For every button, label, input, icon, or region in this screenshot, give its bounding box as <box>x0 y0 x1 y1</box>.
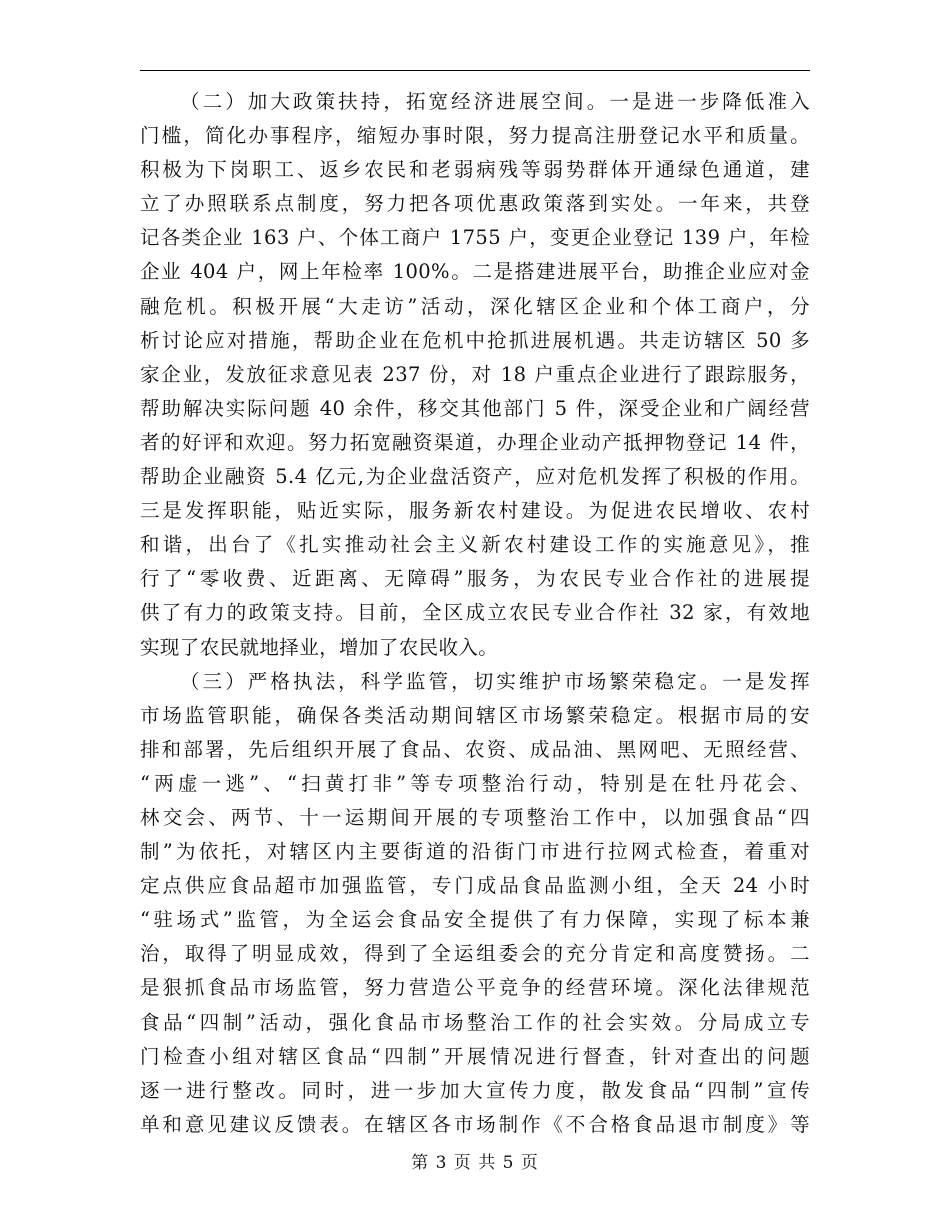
text-line: 家企业，发放征求意见表 237 份，对 18 户重点企业进行了跟踪服务， <box>140 362 810 386</box>
text-line: 定点供应食品超市加强监管，专门成品食品监测小组，全天 24 小时 <box>140 874 810 898</box>
text-line: 帮助解决实际问题 40 余件，移交其他部门 5 件，深受企业和广阔经营 <box>140 396 810 420</box>
text-line: 治，取得了明显成效，得到了全运组委会的充分肯定和高度赞扬。二 <box>140 942 810 966</box>
text-line: 记各类企业 163 户、个体工商户 1755 户，变更企业登记 139 户，年检 <box>140 226 810 250</box>
text-line: 单和意见建议反馈表。在辖区各市场制作《不合格食品退市制度》等 <box>140 1112 810 1136</box>
text-line: 和谐，出台了《扎实推动社会主义新农村建设工作的实施意见》，推 <box>140 533 810 557</box>
text-line: “驻场式”监管，为全运会食品安全提供了有力保障，实现了标本兼 <box>140 908 810 932</box>
text-line: 企业 404 户，网上年检率 100%。二是搭建进展平台，助推企业应对金 <box>140 260 810 284</box>
text-line: 制”为依托，对辖区内主要街道的沿街门市进行拉网式检查，着重对 <box>140 840 810 864</box>
text-line: 行了“零收费、近距离、无障碍”服务，为农民专业合作社的进展提 <box>140 567 810 591</box>
text-line: 市场监管职能，确保各类活动期间辖区市场繁荣稳定。根据市局的安 <box>140 703 810 727</box>
text-line: （二）加大政策扶持，拓宽经济进展空间。一是进一步降低准入 <box>180 90 810 113</box>
text-line: 融危机。积极开展“大走访”活动，深化辖区企业和个体工商户，分 <box>140 294 810 318</box>
paragraph <box>140 665 810 1142</box>
page-footer: 第 3 页 共 5 页 <box>411 1153 539 1173</box>
text-line: 是狠抓食品市场监管，努力营造公平竞争的经营环境。深化法律规范 <box>140 976 810 1000</box>
paragraph <box>140 85 810 665</box>
text-line: 林交会、两节、十一运期间开展的专项整治工作中，以加强食品“四 <box>140 805 810 829</box>
text-line: 门槛，简化办事程序，缩短办事时限，努力提高注册登记水平和质量。 <box>140 124 810 148</box>
text-line: 实现了农民就地择业，增加了农民收入。 <box>140 635 499 659</box>
text-line: 者的好评和欢迎。努力拓宽融资渠道，办理企业动产抵押物登记 14 件， <box>140 430 810 454</box>
text-line: 门检查小组对辖区食品“四制”开展情况进行督查，针对查出的问题 <box>140 1044 810 1068</box>
document-body <box>140 85 810 1142</box>
text-line: 逐一进行整改。同时，进一步加大宣传力度，散发食品“四制”宣传 <box>140 1078 810 1102</box>
text-line: 积极为下岗职工、返乡农民和老弱病残等弱势群体开通绿色通道，建 <box>140 158 810 182</box>
text-line: 供了有力的政策支持。目前，全区成立农民专业合作社 32 家，有效地 <box>140 601 810 625</box>
text-line: 立了办照联系点制度，努力把各项优惠政策落到实处。一年来，共登 <box>140 192 810 216</box>
text-line: （三）严格执法，科学监管，切实维护市场繁荣稳定。一是发挥 <box>180 669 810 693</box>
text-line: 排和部署，先后组织开展了食品、农资、成品油、黑网吧、无照经营、 <box>140 737 810 761</box>
header-rule <box>140 70 810 71</box>
text-line: 帮助企业融资 5.4 亿元,为企业盘活资产，应对危机发挥了积极的作用。 <box>140 465 810 489</box>
text-line: 三是发挥职能，贴近实际，服务新农村建设。为促进农民增收、农村 <box>140 499 810 523</box>
text-line: 析讨论应对措施，帮助企业在危机中抢抓进展机遇。共走访辖区 50 多 <box>140 328 810 352</box>
text-line: 食品“四制”活动，强化食品市场整治工作的社会实效。分局成立专 <box>140 1010 810 1034</box>
text-line: “两虚一逃”、“扫黄打非”等专项整治行动，特别是在牡丹花会、 <box>140 771 810 795</box>
